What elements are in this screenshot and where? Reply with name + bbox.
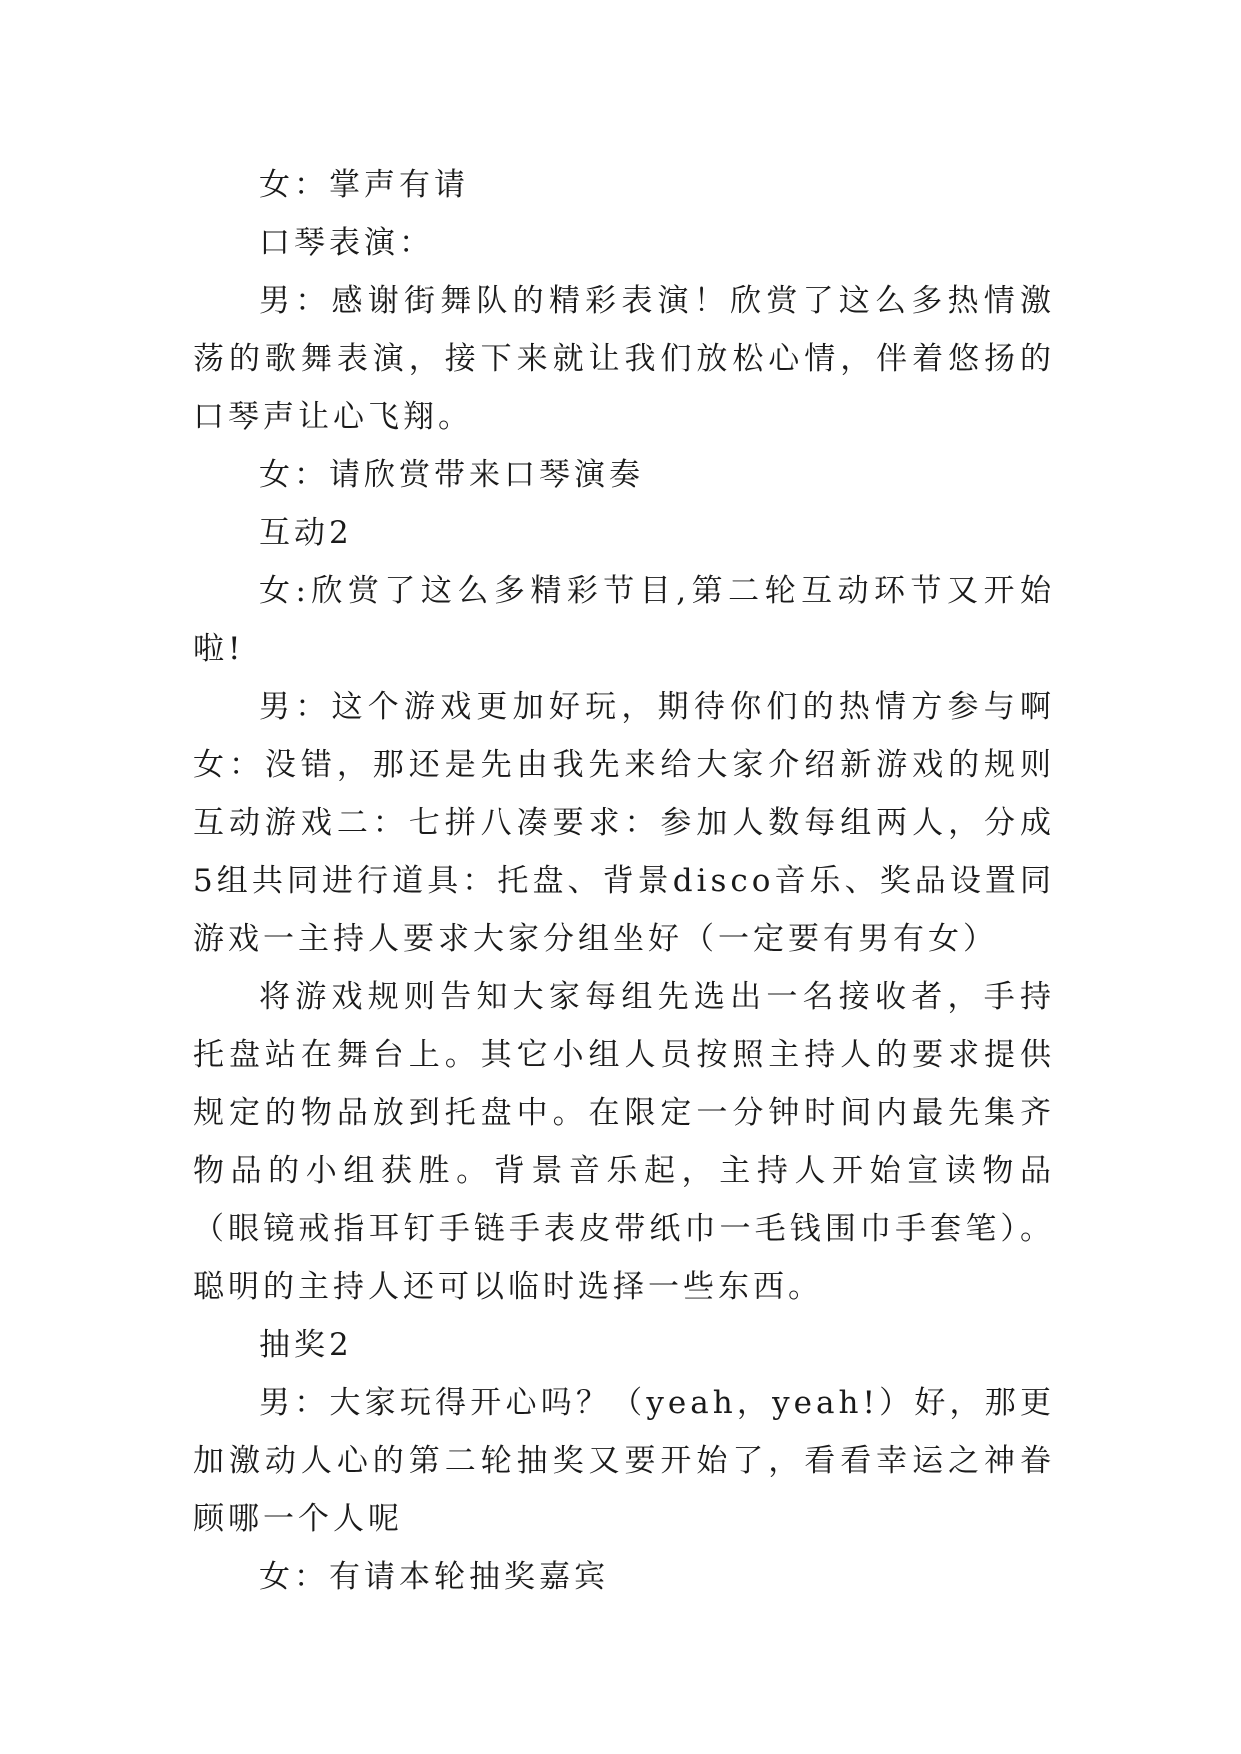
paragraph: 女：有请本轮抽奖嘉宾 [259,1559,609,1595]
paragraph: 男：这个游戏更加好玩，期待你们的热情方参与啊女：没错，那还是先由我先来给大家介绍新游戏的规则互动游戏二：七拼八凑要求：参加人数每组两人，分成5组共同进行道具：托盘、背景disco音乐、奖品设置同游戏一主持人要求大家分组坐好（一定要有男有女） [193,689,1055,957]
section-heading: 互动2 [259,515,353,551]
paragraph: 口琴表演： [259,225,434,261]
paragraph: 女:欣赏了这么多精彩节目,第二轮互动环节又开始啦! [193,573,1055,667]
paragraph: 将游戏规则告知大家每组先选出一名接收者，手持托盘站在舞台上。其它小组人员按照主持人的要求提供规定的物品放到托盘中。在限定一分钟时间内最先集齐物品的小组获胜。背景音乐起，主持人开始宣读物品（眼镜戒指耳钉手链手表皮带纸巾一毛钱围巾手套笔）。聪明的主持人还可以临时选择一些东西。 [193,979,1055,1305]
section-heading: 抽奖2 [259,1327,353,1363]
paragraph: 男：大家玩得开心吗？（yeah，yeah!）好，那更加激动人心的第二轮抽奖又要开始了，看看幸运之神眷顾哪一个人呢 [193,1385,1055,1537]
paragraph: 女：请欣赏带来口琴演奏 [259,457,644,493]
paragraph: 男：感谢街舞队的精彩表演！欣赏了这么多热情激荡的歌舞表演，接下来就让我们放松心情，伴着悠扬的口琴声让心飞翔。 [193,283,1055,435]
paragraph: 女：掌声有请 [259,167,469,203]
document-body [193,156,1055,1606]
